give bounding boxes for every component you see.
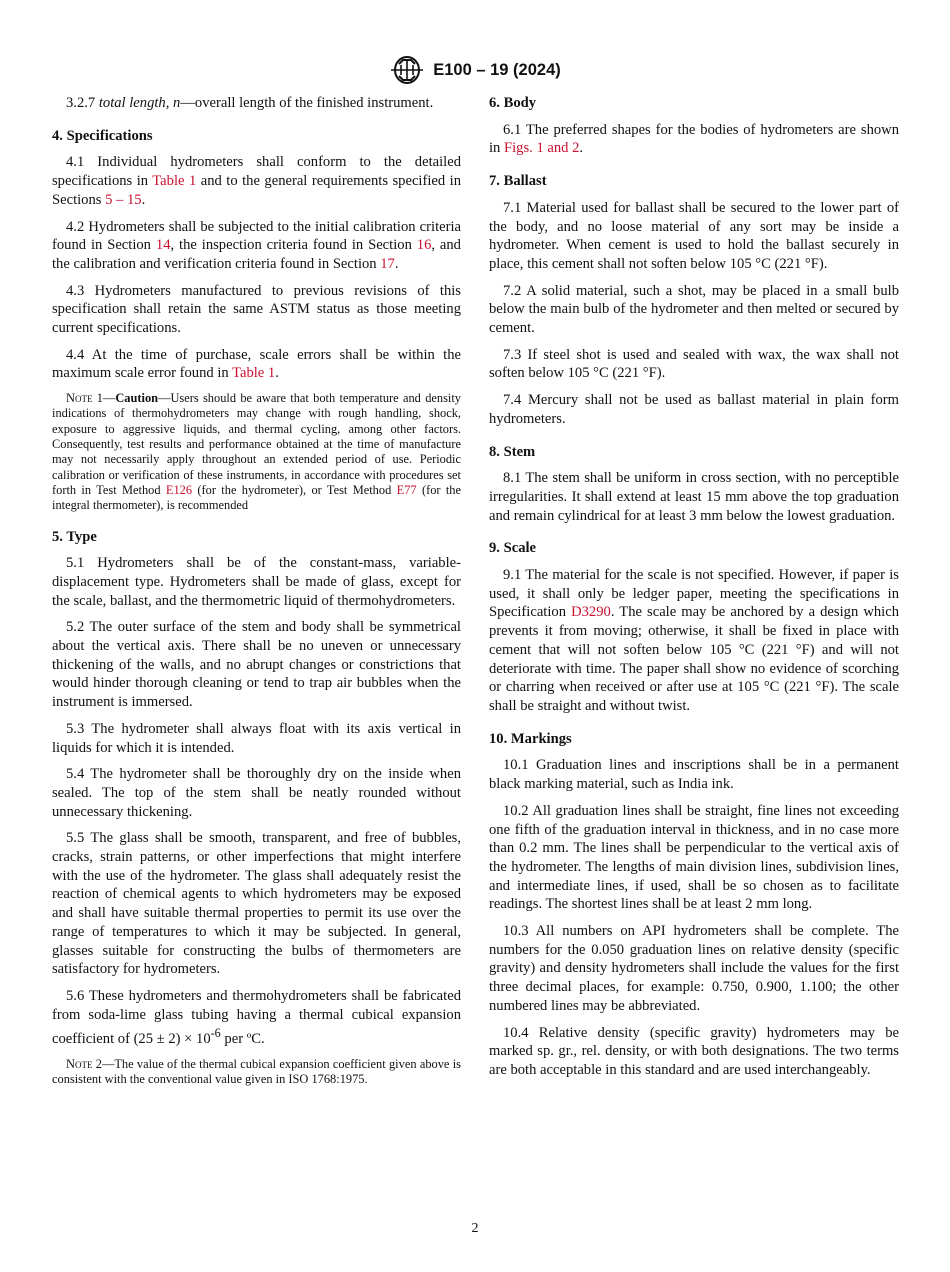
section-8-title: 8. Stem [489,443,536,460]
paragraph-7-2: 7.2 A solid material, such a shot, may be placed in a small bulb below the main bulb of the hydrometer and then melted or secured by cement. [489,282,899,337]
text: 6.1 The preferred shapes for the bodies of hydrometers are shown in [489,121,899,157]
exponent: -6 [210,1026,221,1041]
section-5-title: 5. Type [52,528,97,545]
paragraph-number: 3.2.7 [66,95,96,111]
paragraph-4-2 [52,218,461,274]
paragraph-9-1 [489,566,899,716]
paragraph-3-2-7 [52,94,461,113]
paragraph-8-1: 8.1 The stem shall be uniform in cross section, with no perceptible irregularities. It shall extend at least 15 mm above the top graduation and remain cylindrical for at least 3 mm below the lowest graduation. [489,470,899,524]
paragraph-7-3: 7.3 If steel shot is used and sealed with wax, the wax shall not soften below 105 °C (221 °F). [489,346,899,382]
link-section-14[interactable]: 14 [155,237,171,254]
paragraph-4-4 [52,346,461,383]
section-6-title: 6. Body [489,95,537,111]
link-sections-5-15[interactable]: 5 – 15 [105,191,142,208]
text: 4.2 Hydrometers shall be subjected to the initial calibration criteria found in Section [52,218,461,254]
note-label: Note 2 [66,1056,102,1071]
link-table-1-b[interactable]: Table 1 [232,365,276,382]
text: . The scale may be anchored by a design which prevents it from moving; otherwise, it shall be fixed in place with cement that will not soften below 105 °C (221 °F) and will not deteriorate with time. The paper shall show no evidence of scorching or charring when received or after use at 105 °C (221 °F). The scale shall be straight and without twist. [489,604,899,714]
text: (for the hydrometer), or Test Method [192,482,397,497]
text: 4.4 At the time of purchase, scale errors shall be within the maximum scale error found in [52,346,461,382]
section-7-title: 7. Ballast [489,173,547,190]
text: per ºC. [220,1031,265,1048]
text: (for the integral thermometer), is recommended [52,482,461,513]
defined-term: total length, n [98,95,181,111]
left-column [52,94,461,1096]
section-4-title: 4. Specifications [52,127,153,144]
page-number: 2 [471,1221,479,1236]
paragraph-10-2: 10.2 All graduation lines shall be straight, fine lines not exceeding one fifth of the graduation interval in thickness, and in no case more than 0.2 mm. The lines shall be perpendicular to the vertical axis of the hydrometer. The lengths of main division lines, subdivision lines, and intermediate lines, if used, shall be so chosen as to facilitate readings. The shortest lines shall be at least 2 mm long. [489,802,899,913]
link-figs-1-2[interactable]: Figs. 1 and 2 [504,140,580,157]
paragraph-7-1: 7.1 Material used for ballast shall be secured to the lower part of the body, and no loose material of any sort may be inside a hydrometer. When cement is used to hold the ballast securely in place, this cement shall not soften below 105 °C (221 °F). [489,199,899,272]
note-2 [52,1057,461,1088]
text: —The value of the thermal cubical expansion coefficient given above is consistent with the conventional value given in ISO 1768:1975. [52,1056,461,1087]
link-section-17[interactable]: 17 [380,255,395,272]
document-designation: E100 – 19 (2024) [433,60,561,79]
text: and to the general requirements specified in Sections [52,173,461,208]
link-e126[interactable]: E126 [165,482,193,497]
paragraph-5-1: 5.1 Hydrometers shall be of the constant-mass, variable-displacement type. Hydrometers shall be made of glass, except for the scale, ballast, and the thermometric liquid of thermohydrometers. [52,555,461,609]
caution-label: Caution [115,391,159,406]
section-10-title: 10. Markings [489,730,572,747]
link-section-16[interactable]: 16 [416,237,432,254]
paragraph-5-6 [52,987,461,1049]
paragraph-4-1 [52,153,461,209]
link-table-1[interactable]: Table 1 [152,173,197,190]
paragraph-7-4: 7.4 Mercury shall not be used as ballast material in plain form hydrometers. [489,392,899,427]
paragraph-10-3: 10.3 All numbers on API hydrometers shall be complete. The numbers for the 0.050 graduation lines on relative density (specific gravity) and density hydrometers shall include the values for the first three decimal places, for example: 0.750, 0.900, 1.100; the other numbered lines may be abbreviated. [489,923,899,1014]
paragraph-5-2: 5.2 The outer surface of the stem and body shall be symmetrical about the vertical axis. There shall be no uneven or unnecessary thickening of the walls, and no abrupt changes or constrictions that would hinder thorough cleaning or tend to trap air bubbles when the instrument is immersed. [52,619,461,711]
paragraph-10-4: 10.4 Relative density (specific gravity) hydrometers may be marked sp. gr., rel. density, or with both designations. The two terms are both acceptable in this standard and are used interchangeably. [489,1024,899,1078]
link-d3290[interactable]: D3290 [571,604,611,621]
text: 5.6 These hydrometers and thermohydrometers shall be fabricated from soda-lime glass tubing having a thermal cubical expansion coefficient of (25 ± 2) × 10 [52,987,461,1048]
paragraph-10-1: 10.1 Graduation lines and inscriptions shall be in a permanent black marking material, such as India ink. [489,757,899,793]
definition-text: —overall length of the finished instrument. [180,95,434,111]
text: 9.1 The material for the scale is not specified. However, if paper is used, it shall only be ledger paper, meeting the specifications in Specification [489,567,899,621]
text: . [579,140,584,157]
paragraph-5-3: 5.3 The hydrometer shall always float with its axis vertical in liquids for which it is intended. [52,720,461,756]
paragraph-5-5: 5.5 The glass shall be smooth, transparent, and free of bubbles, cracks, strain patterns, or other imperfections that might interfere with the use of the hydrometer. The glass shall adequately resist the reaction of chemical agents to which hydrometers may be exposed and shall have suitable thermal properties to permit its use over the range of temperatures to which it may be subjected. In general, glasses suitable for constructing the bulbs of thermometers are satisfactory for hydrometers. [52,830,461,978]
paragraph-6-1 [489,121,899,158]
paragraph-5-4: 5.4 The hydrometer shall be thoroughly dry on the inside when sealed. The top of the stem shall be neatly rounded without unnecessary thickening. [52,766,461,820]
section-9-title: 9. Scale [489,540,537,557]
right-column [489,94,899,1088]
text: . [275,365,279,382]
note-label: Note 1 [66,391,103,406]
page-header [0,54,950,86]
text: . [394,255,399,272]
text: 4.1 Individual hydrometers shall conform to the detailed specifications in [52,154,461,190]
text: , the inspection criteria found in Section [170,237,417,254]
note-1: Note 1—Caution—Users should be aware that both temperature and density indications of thermohydrometers may change with rough handling, shock, exposure to aggressive liquids, and thermal cycling, among other factors. Consequently, test results and performance obtained at the time of manufacture may not necessarily apply throughout an extended period of use. Periodic calibration or verification of these instruments, in accordance with procedures set forth in Test Method E126 (for the hydrometer), or Test Method E77 (for the integral thermometer), is recommended [52,391,461,513]
paragraph-4-3: 4.3 Hydrometers manufactured to previous revisions of this specification shall retain the same ASTM status as those meeting current specifications. [52,282,461,337]
text: , and the calibration and verification criteria found in Section [52,237,461,272]
link-e77[interactable]: E77 [396,482,417,497]
astm-logo-icon [389,55,425,85]
text: —Users should be aware that both temperature and density indications of thermohydrometers may change with rough handling, shock, exposure to aggressive liquids, and thermal cycling, among other factors. Consequently, test results and performance obtained at the time of manufacture may not necessarily apply throughout an extended period of use. Periodic calibration or verification of these instruments, in accordance with procedures set forth in Test Method [52,391,461,497]
text: . [141,191,146,208]
